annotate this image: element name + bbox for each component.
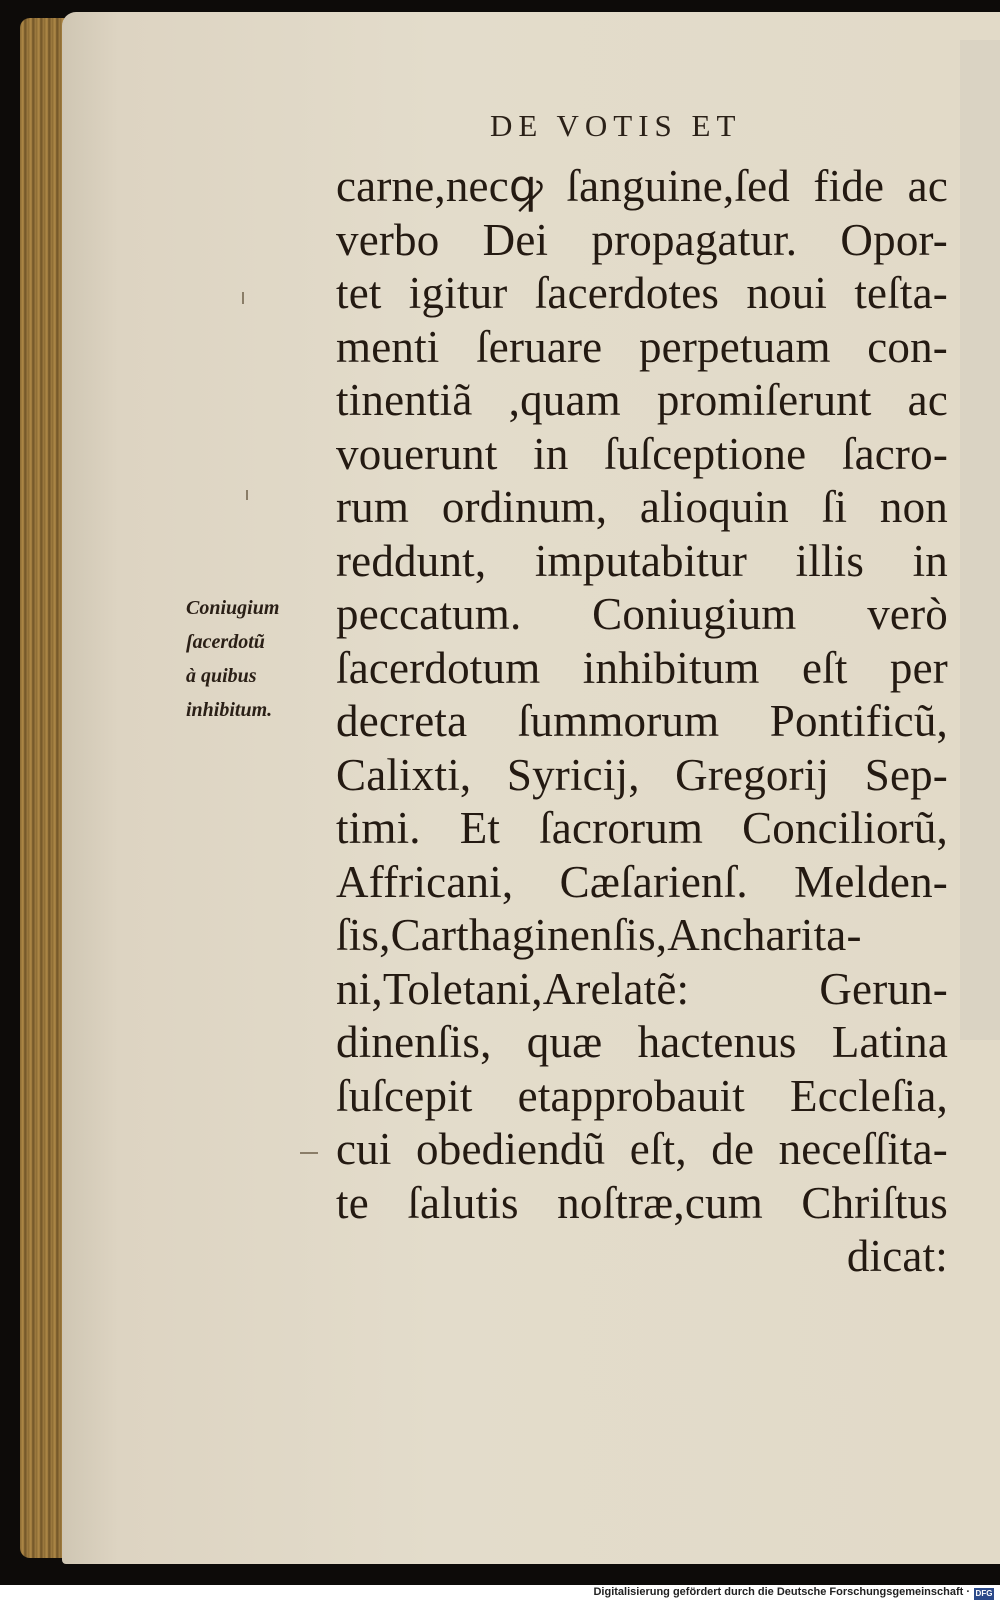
- text-line: verbo Dei propagatur. Opor-: [336, 214, 948, 265]
- text-line: te ſalutis noſtræ,cum Chriſtus: [336, 1177, 948, 1228]
- text-line: vouerunt in ſuſceptione ſacro-: [336, 428, 948, 479]
- facing-page-edge: [960, 40, 1000, 1040]
- text-line: ſis,Carthaginenſis,Ancharita-: [336, 910, 862, 960]
- text-line: menti ſeruare perpetuam con-: [336, 321, 948, 372]
- text-line: reddunt, imputabitur illis in: [336, 535, 948, 586]
- paper-speck: [300, 1152, 318, 1154]
- text-line: Calixti, Syricij, Gregorij Sep-: [336, 749, 948, 800]
- text-line: dicat:: [846, 1231, 948, 1281]
- paper-speck: [242, 292, 244, 304]
- body-text: [336, 160, 948, 1284]
- text-line: cui obediendũ eſt, de neceſſita-: [336, 1124, 948, 1174]
- margin-note-line: Coniugium: [186, 597, 280, 619]
- text-line: carne,necꝙ ſanguine,ſed fide ac: [336, 161, 948, 211]
- text-line: decreta ſummorum Pontificũ,: [336, 696, 948, 746]
- running-head: DE VOTIS ET: [490, 108, 742, 143]
- dfg-logo: DFG: [975, 1589, 993, 1598]
- text-line: ſuſcepit etapprobauit Eccleſia,: [336, 1070, 948, 1121]
- margin-note-line: à quibus: [186, 665, 257, 687]
- text-line: peccatum. Coniugium verò: [336, 589, 948, 639]
- text-line: rum ordinum, alioquin ſi non: [336, 482, 948, 532]
- margin-note: [186, 592, 334, 728]
- text-line: dinenſis, quæ hactenus Latina: [336, 1017, 948, 1067]
- text-line: tinentiã ,quam promiſerunt ac: [336, 375, 948, 425]
- margin-note-line: ſacerdotũ: [186, 631, 265, 653]
- margin-note-line: inhibitum.: [186, 699, 273, 721]
- paper-speck: [246, 490, 248, 500]
- text-line: timi. Et ſacrorum Conciliorũ,: [336, 803, 948, 853]
- text-line: ſacerdotum inhibitum eſt per: [336, 642, 948, 693]
- text-line: ni,Toletani,Arelatẽ: Gerun-: [336, 963, 948, 1014]
- text-line: tet igitur ſacerdotes noui teſta-: [336, 268, 948, 318]
- text-line: Affricani, Cæſarienſ. Melden-: [336, 856, 948, 907]
- funding-credit: Digitalisierung gefördert durch die Deutsche Forschungsgemeinschaft ·: [593, 1586, 970, 1598]
